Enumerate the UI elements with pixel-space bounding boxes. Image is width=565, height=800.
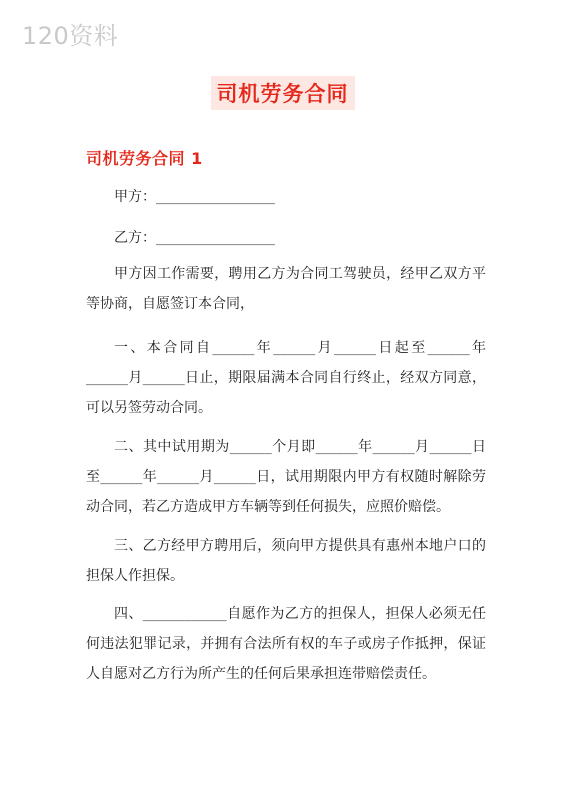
watermark-logo: 120资料	[22, 22, 119, 50]
paragraph-clause-3-text: 三、乙方经甲方聘用后，须向甲方提供具有惠州本地户口的担保人作担保。	[86, 538, 486, 584]
paragraph-clause-2	[86, 432, 486, 522]
paragraph-clause-4-text: 四、____________自愿作为乙方的担保人，担保人必须无任何违法犯罪记录，并拥有合法所有权的车子或房子作抵押，保证人自愿对乙方行为所产生的任何后果承担连带赔偿责任。	[86, 606, 486, 682]
paragraph-clause-3	[86, 531, 486, 591]
party-b-field: 乙方：_________________	[114, 230, 275, 246]
section-title: 司机劳务合同 1	[86, 149, 203, 168]
paragraph-intro-text: 甲方因工作需要，聘用乙方为合同工驾驶员，经甲乙双方平等协商，自愿签订本合同，	[86, 266, 486, 312]
paragraph-clause-2-text: 二、其中试用期为______个月即______年______月______日至______年______月______日，试用期限内甲方有权随时解除劳动合同，若乙方造成甲方车辆等到任何损失，应照价赔偿。	[86, 439, 486, 515]
document-title	[0, 76, 565, 110]
party-a-field: 甲方：_________________	[114, 189, 275, 205]
paragraph-clause-1-text: 一、本合同自______年______月______日起至______年______月______日止，期限届满本合同自行终止，经双方同意，可以另签劳动合同。	[86, 340, 486, 416]
paragraph-intro	[86, 259, 486, 319]
paragraph-clause-4	[86, 599, 486, 689]
paragraph-clause-1	[86, 333, 486, 423]
document-title-text: 司机劳务合同	[211, 76, 355, 110]
